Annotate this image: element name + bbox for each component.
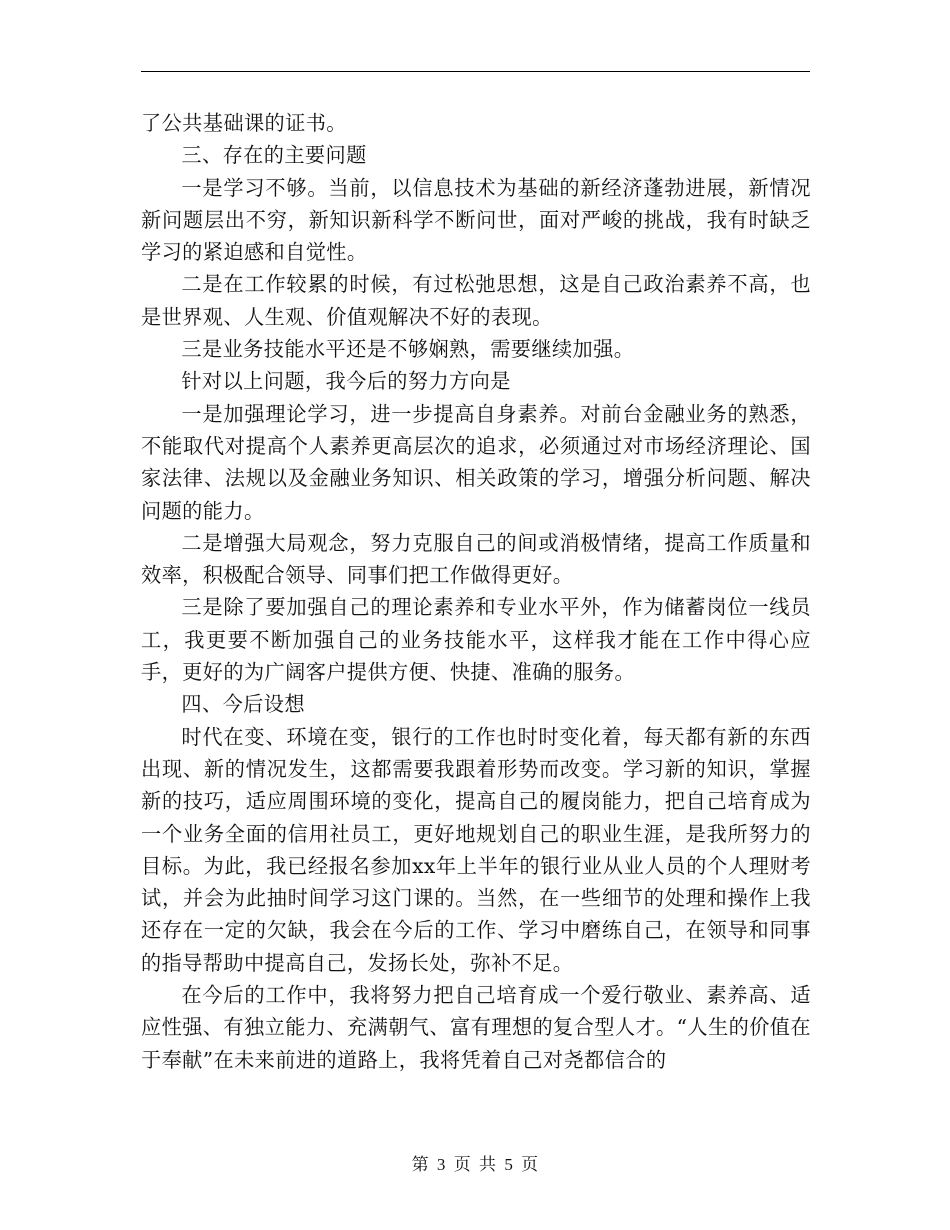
paragraph: 一是学习不够。当前，以信息技术为基础的新经济蓬勃进展，新情况新问题层出不穷，新知识新科学不断问世，面对严峻的挑战，我有时缺乏学习的紧迫感和自觉性。 xyxy=(141,175,811,265)
paragraph: 时代在变、环境在变，银行的工作也时时变化着，每天都有新的东西出现、新的情况发生，这都需要我跟着形势而改变。学习新的知识，掌握新的技巧，适应周围环境的变化，提高自己的履岗能力，把自己培育成为一个业务全面的信用社员工，更好地规划自己的职业生涯，是我所努力的目标。为此，我已经报名参加xx年上半年的银行业从业人员的个人理财考试，并会为此抽时间学习这门课的。当然，在一些细节的处理和操作上我还存在一定的欠缺，我会在今后的工作、学习中磨练自己，在领导和同事的指导帮助中提高自己，发扬长处，弥补不足。 xyxy=(141,724,811,975)
footer-prefix: 第 xyxy=(411,1155,429,1175)
current-page-number: 3 xyxy=(436,1155,446,1174)
section-heading: 三、存在的主要问题 xyxy=(181,143,367,168)
header-rule xyxy=(141,71,810,72)
paragraph: 一是加强理论学习，进一步提高自身素养。对前台金融业务的熟悉，不能取代对提高个人素养更高层次的追求，必须通过对市场经济理论、国家法律、法规以及金融业务知识、相关政策的学习，增强分析问题、解决问题的能力。 xyxy=(141,401,811,523)
paragraph: 三是业务技能水平还是不够娴熟，需要继续加强。 xyxy=(181,337,635,362)
paragraph: 了公共基础课的证书。 xyxy=(141,111,347,135)
paragraph: 二是在工作较累的时候，有过松弛思想，这是自己政治素养不高，也是世界观、人生观、价值观解决不好的表现。 xyxy=(141,272,811,329)
section-heading: 四、今后设想 xyxy=(181,692,305,717)
paragraph: 二是增强大局观念，努力克服自己的间或消极情绪，提高工作质量和效率，积极配合领导、同事们把工作做得更好。 xyxy=(141,530,811,588)
page-footer xyxy=(0,1153,950,1177)
document-body xyxy=(141,107,811,1076)
footer-total-word: 共 xyxy=(479,1155,497,1175)
paragraph: 在今后的工作中，我将努力把自己培育成一个爱行敬业、素养高、适应性强、有独立能力、充满朝气、富有理想的复合型人才。“人生的价值在于奉献”在未来前进的道路上，我将凭着自己对尧都信合的 xyxy=(141,983,811,1072)
paragraph: 三是除了要加强自己的理论素养和专业水平外，作为储蓄岗位一线员工，我更要不断加强自己的业务技能水平，这样我才能在工作中得心应手，更好的为广阔客户提供方便、快捷、准确的服务。 xyxy=(141,595,811,685)
footer-page-word: 页 xyxy=(453,1155,471,1175)
paragraph: 针对以上问题，我今后的努力方向是 xyxy=(181,369,511,394)
total-pages-number: 5 xyxy=(504,1155,514,1174)
footer-suffix: 页 xyxy=(521,1155,539,1175)
